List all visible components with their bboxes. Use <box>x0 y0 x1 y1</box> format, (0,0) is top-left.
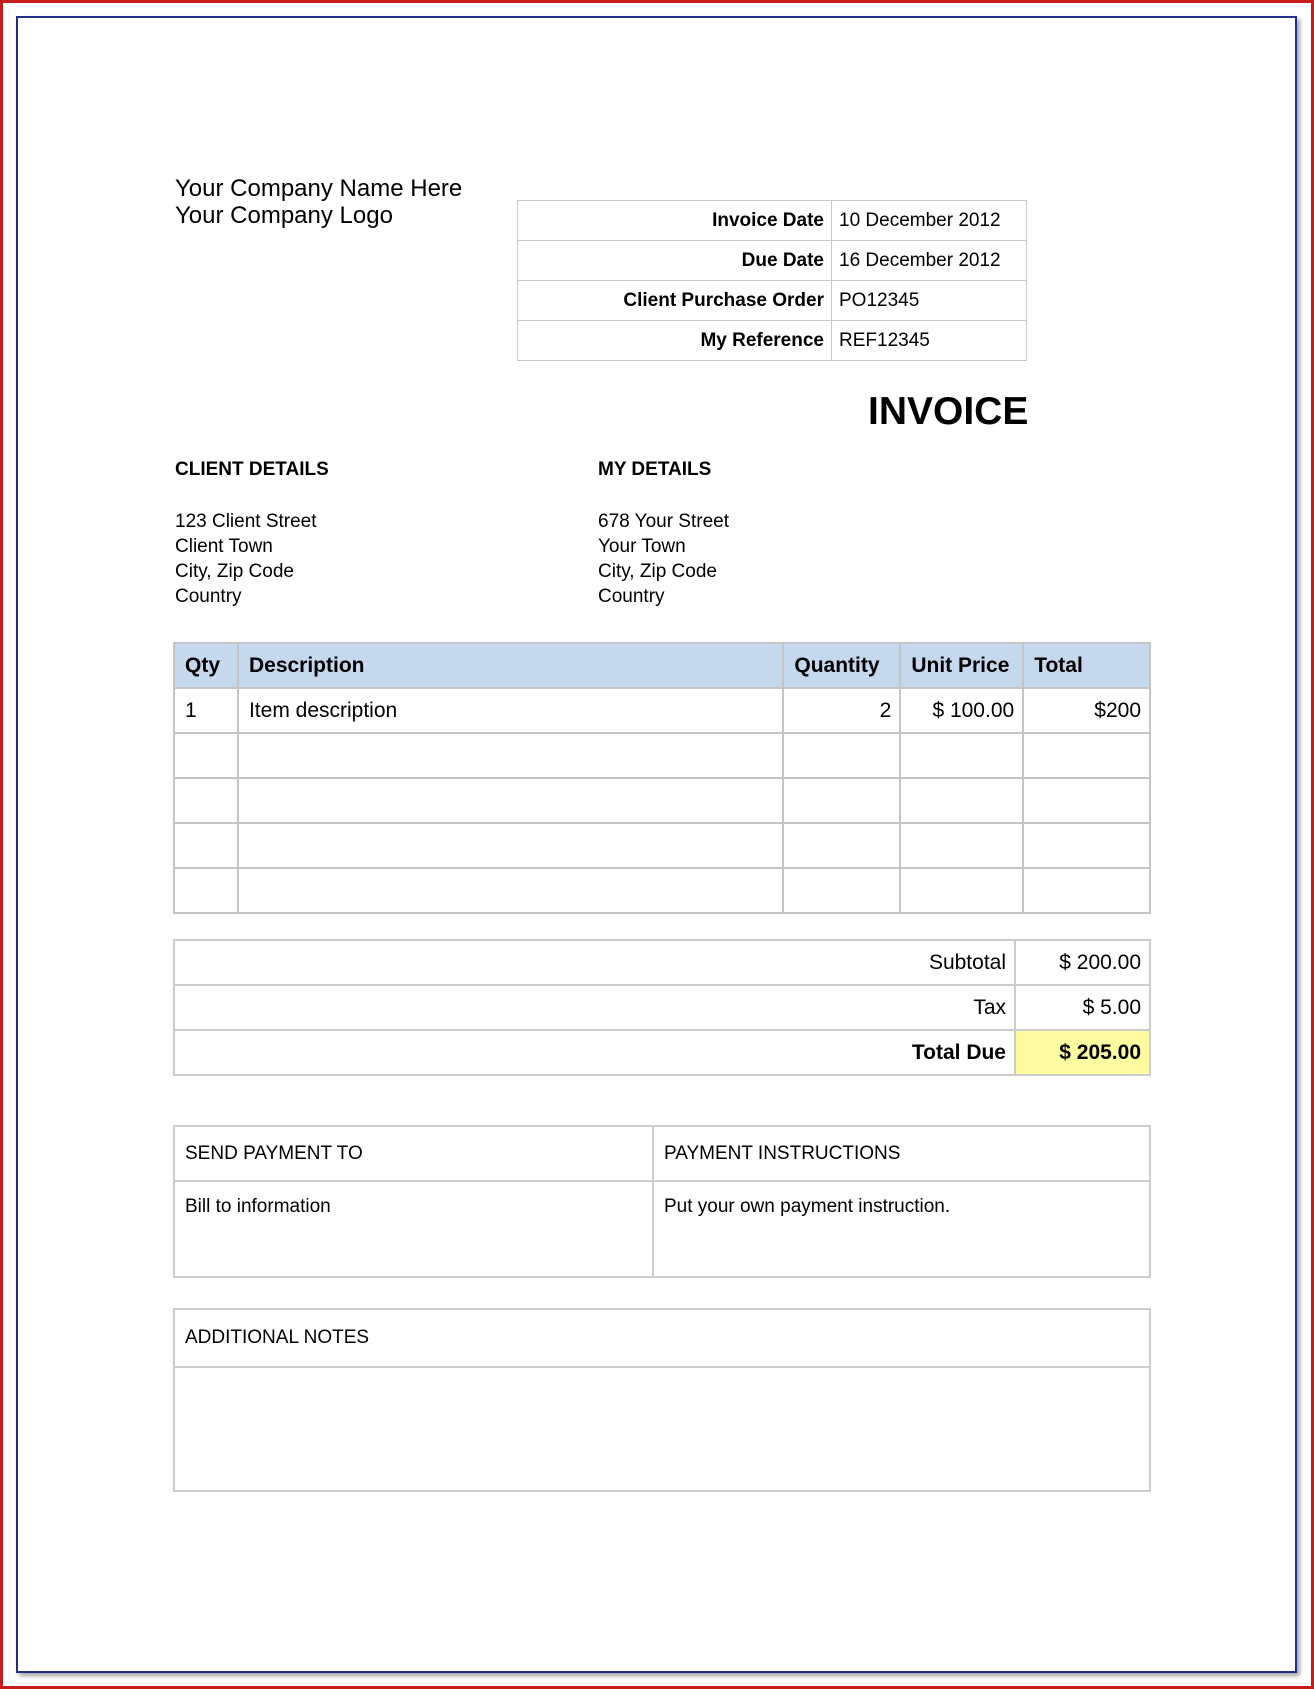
table-row <box>174 778 1150 823</box>
company-logo-placeholder: Your Company Logo <box>175 202 393 229</box>
cell-quantity <box>783 823 900 868</box>
column-header-unit-price: Unit Price <box>900 643 1023 688</box>
meta-row <box>518 241 1027 281</box>
total-due-value: $ 205.00 <box>1015 1030 1150 1075</box>
cell-qty <box>174 733 238 778</box>
client-address-line: Country <box>175 586 242 607</box>
notes-header-row <box>174 1309 1150 1367</box>
tax-value: $ 5.00 <box>1015 985 1150 1030</box>
meta-label: Client Purchase Order <box>518 281 832 321</box>
meta-row <box>518 201 1027 241</box>
subtotal-value: $ 200.00 <box>1015 940 1150 985</box>
my-address-line: 678 Your Street <box>598 511 729 532</box>
subtotal-row <box>174 940 1150 985</box>
column-header-quantity: Quantity <box>783 643 900 688</box>
cell-quantity <box>783 733 900 778</box>
cell-quantity: 2 <box>783 688 900 733</box>
invoice-meta-table <box>517 200 1027 361</box>
meta-label: Due Date <box>518 241 832 281</box>
cell-total: $200 <box>1023 688 1150 733</box>
tax-label: Tax <box>174 985 1015 1030</box>
send-payment-body: Bill to information <box>174 1181 653 1277</box>
send-payment-heading: SEND PAYMENT TO <box>174 1126 653 1181</box>
cell-description <box>238 778 783 823</box>
line-items-table <box>173 642 1151 914</box>
notes-table <box>173 1308 1151 1492</box>
cell-qty <box>174 778 238 823</box>
payment-instructions-heading: PAYMENT INSTRUCTIONS <box>653 1126 1150 1181</box>
cell-description <box>238 823 783 868</box>
cell-unit-price <box>900 868 1023 913</box>
cell-unit-price: $ 100.00 <box>900 688 1023 733</box>
subtotal-label: Subtotal <box>174 940 1015 985</box>
tax-row <box>174 985 1150 1030</box>
cell-total <box>1023 733 1150 778</box>
total-due-row <box>174 1030 1150 1075</box>
my-address-line: Your Town <box>598 536 686 557</box>
cell-description <box>238 868 783 913</box>
cell-qty: 1 <box>174 688 238 733</box>
client-address-line: Client Town <box>175 536 273 557</box>
cell-unit-price <box>900 778 1023 823</box>
meta-row <box>518 281 1027 321</box>
meta-label: My Reference <box>518 321 832 361</box>
meta-value: 16 December 2012 <box>832 241 1027 281</box>
payment-body-row <box>174 1181 1150 1277</box>
cell-qty <box>174 868 238 913</box>
my-address-line: Country <box>598 586 665 607</box>
table-row <box>174 868 1150 913</box>
my-address <box>598 509 729 609</box>
table-row <box>174 823 1150 868</box>
cell-quantity <box>783 778 900 823</box>
notes-body-row <box>174 1367 1150 1491</box>
company-name: Your Company Name Here <box>175 175 463 202</box>
items-header-row <box>174 643 1150 688</box>
meta-value: REF12345 <box>832 321 1027 361</box>
additional-notes-body <box>174 1367 1150 1491</box>
client-address <box>175 509 317 609</box>
cell-qty <box>174 823 238 868</box>
client-address-line: City, Zip Code <box>175 561 294 582</box>
my-details-heading: MY DETAILS <box>598 459 712 480</box>
cell-unit-price <box>900 733 1023 778</box>
cell-unit-price <box>900 823 1023 868</box>
cell-total <box>1023 823 1150 868</box>
cell-total <box>1023 868 1150 913</box>
client-address-line: 123 Client Street <box>175 511 317 532</box>
cell-quantity <box>783 868 900 913</box>
column-header-total: Total <box>1023 643 1150 688</box>
meta-label: Invoice Date <box>518 201 832 241</box>
column-header-qty: Qty <box>174 643 238 688</box>
meta-row <box>518 321 1027 361</box>
table-row <box>174 733 1150 778</box>
totals-table <box>173 939 1151 1076</box>
cell-total <box>1023 778 1150 823</box>
invoice-page <box>16 16 1297 1673</box>
column-header-description: Description <box>238 643 783 688</box>
payment-header-row <box>174 1126 1150 1181</box>
additional-notes-heading: ADDITIONAL NOTES <box>174 1309 1150 1367</box>
my-address-line: City, Zip Code <box>598 561 717 582</box>
table-row <box>174 688 1150 733</box>
meta-value: PO12345 <box>832 281 1027 321</box>
total-due-label: Total Due <box>174 1030 1015 1075</box>
invoice-title: INVOICE <box>868 390 1029 433</box>
payment-table <box>173 1125 1151 1278</box>
cell-description <box>238 733 783 778</box>
meta-value: 10 December 2012 <box>832 201 1027 241</box>
payment-instructions-body: Put your own payment instruction. <box>653 1181 1150 1277</box>
client-details-heading: CLIENT DETAILS <box>175 459 329 480</box>
cell-description: Item description <box>238 688 783 733</box>
